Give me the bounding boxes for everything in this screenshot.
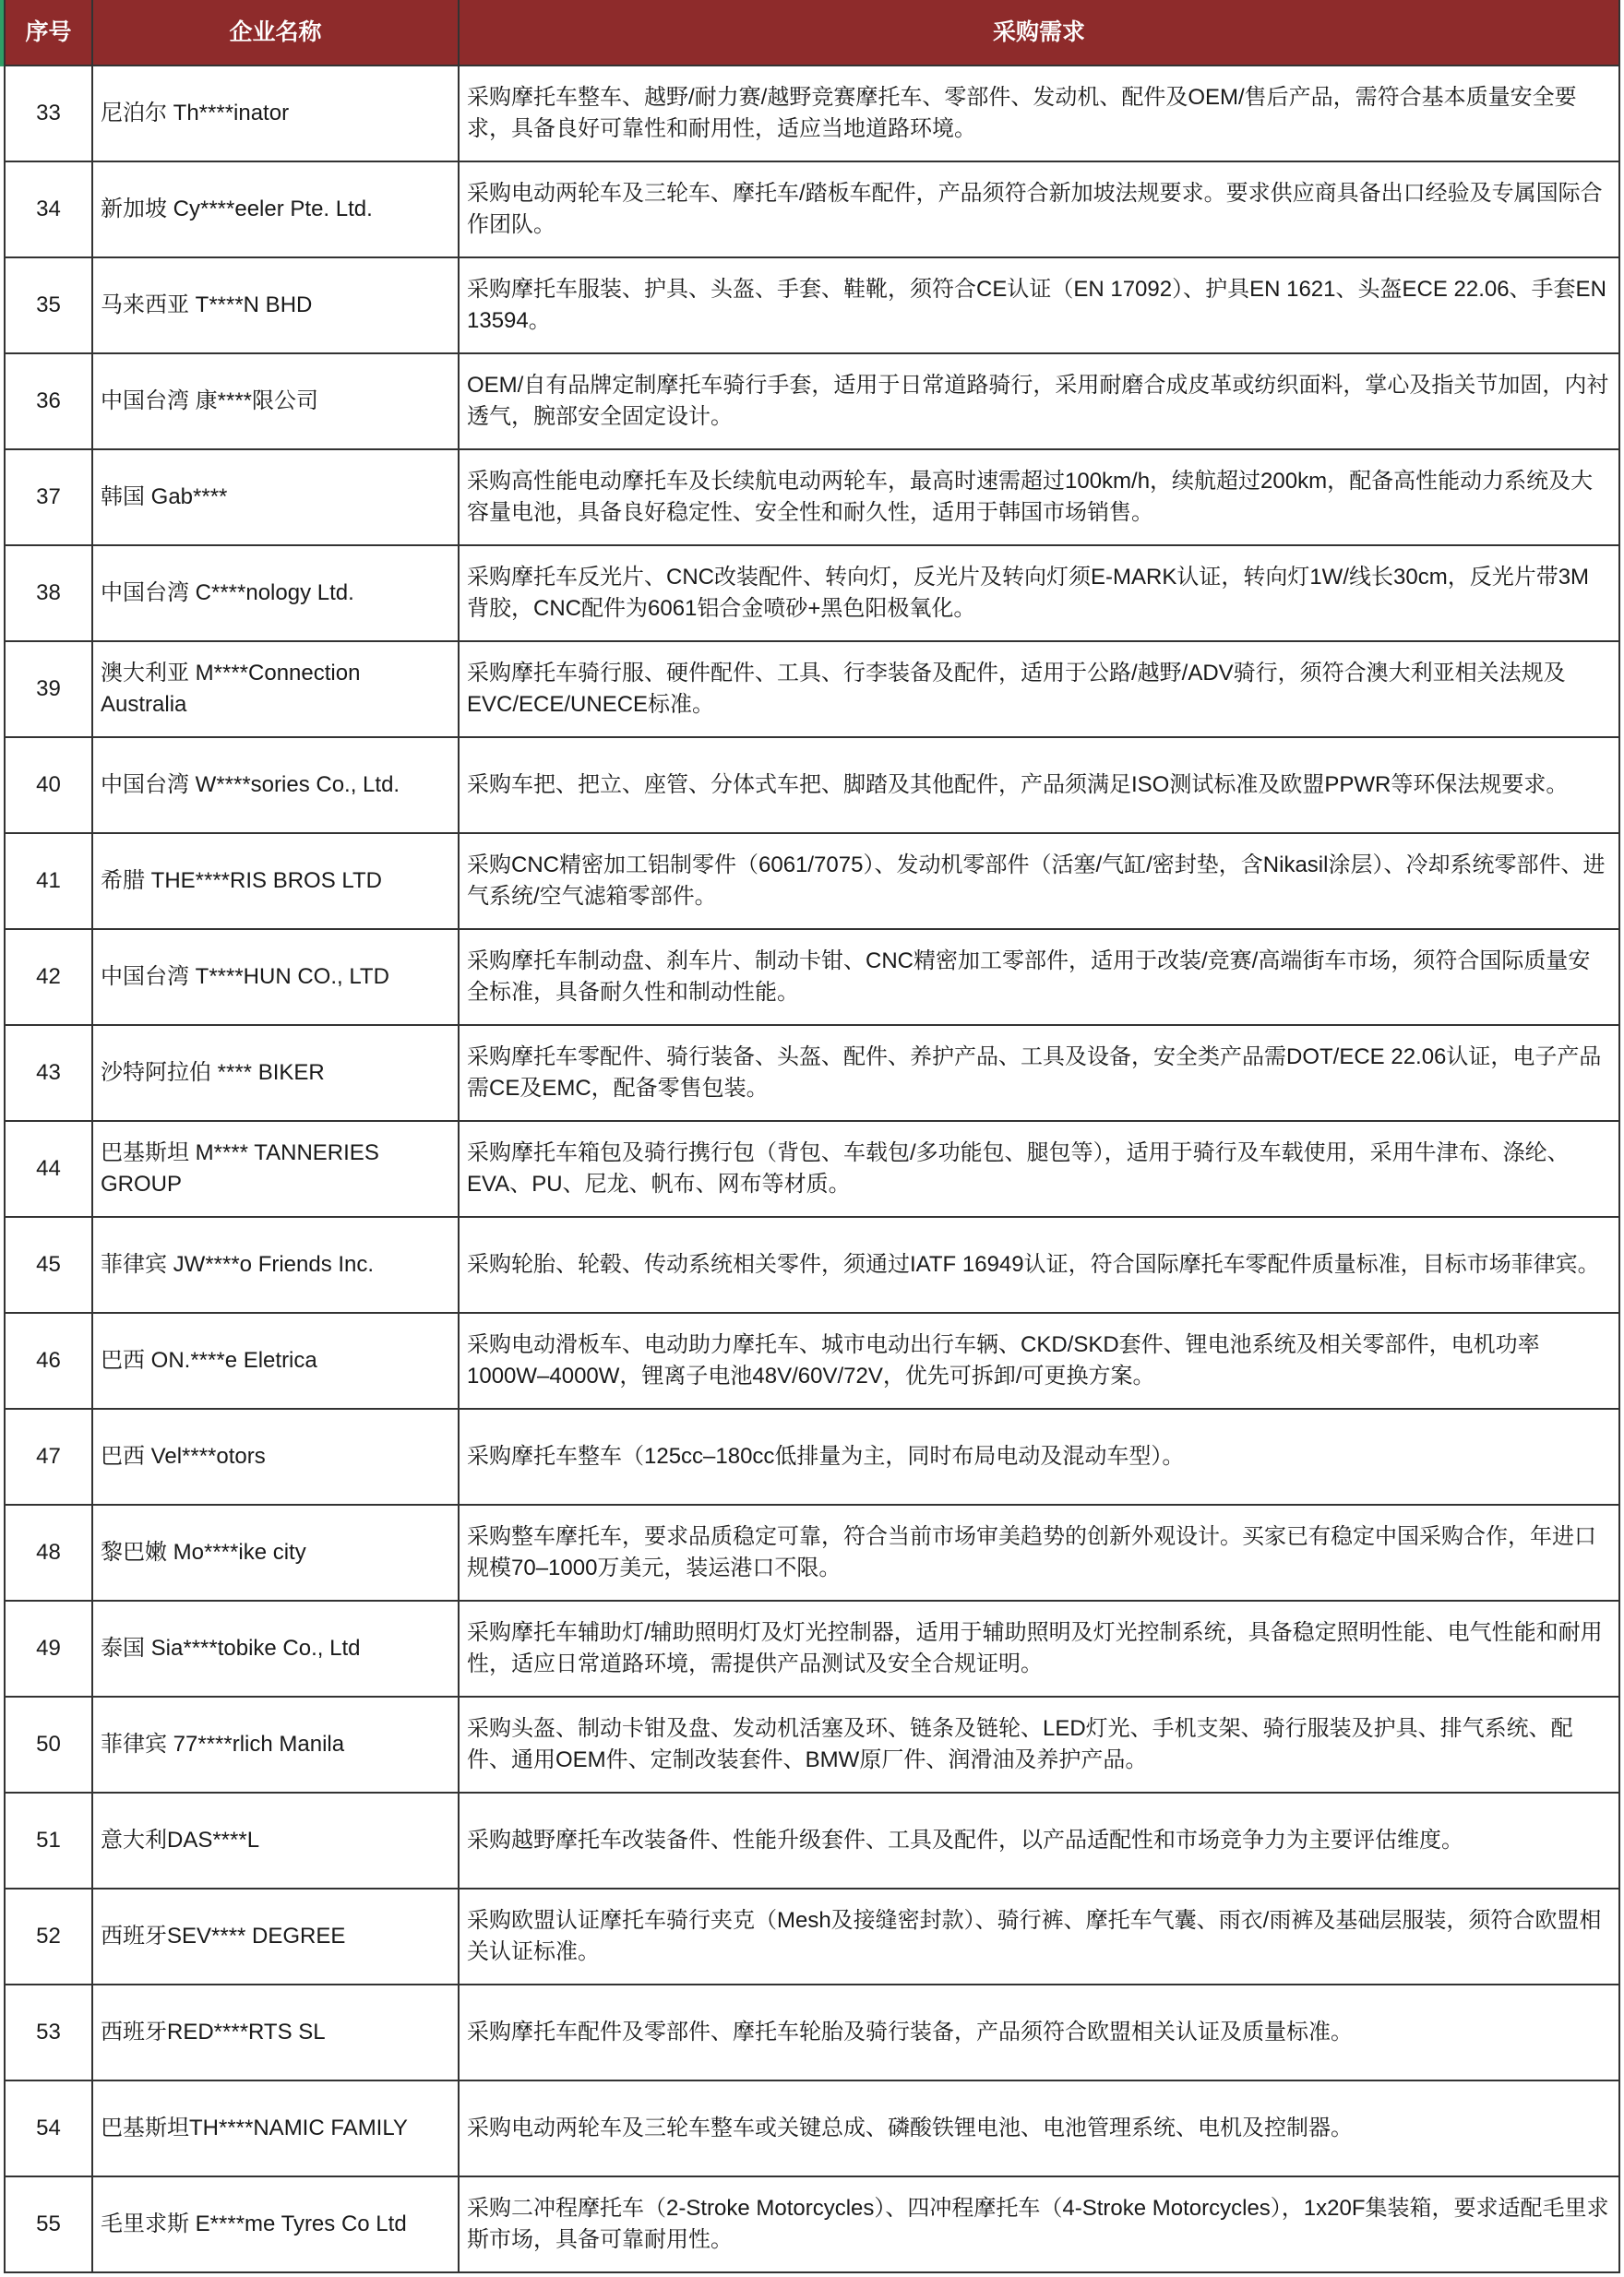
row-number: 37	[36, 484, 61, 509]
row-number-cell	[4, 66, 93, 162]
table-row	[4, 1890, 1620, 1985]
table-header	[4, 0, 1620, 66]
header-cell-index	[4, 0, 93, 66]
row-number: 44	[36, 1156, 61, 1181]
company-name-cell	[93, 258, 460, 354]
row-number-cell	[4, 1794, 93, 1890]
table-row	[4, 1985, 1620, 2081]
procurement-requirement: 采购摩托车反光片、CNC改装配件、转向灯，反光片及转向灯须E-MARK认证，转向灯1W/线长30cm，反光片带3M背胶，CNC配件为6061铝合金喷砂+黑色阳极氧化。	[467, 565, 1590, 621]
procurement-requirement: 采购摩托车服装、护具、头盔、手套、鞋靴，须符合CE认证（EN 17092）、护具EN 1621、头盔ECE 22.06、手套EN 13594。	[467, 277, 1606, 333]
procurement-requirement-cell	[460, 1890, 1620, 1985]
procurement-table	[4, 0, 1620, 2273]
table-row	[4, 1218, 1620, 1314]
table-row	[4, 546, 1620, 642]
table-row	[4, 738, 1620, 834]
procurement-requirement: 采购头盔、制动卡钳及盘、发动机活塞及环、链条及链轮、LED灯光、手机支架、骑行服装及护具、排气系统、配件、通用OEM件、定制改装套件、BMW原厂件、润滑油及养护产品。	[467, 1716, 1573, 1772]
row-number-cell	[4, 738, 93, 834]
table-row	[4, 450, 1620, 546]
row-number-cell	[4, 1314, 93, 1410]
company-name: 希腊 THE****RIS BROS LTD	[101, 868, 382, 893]
company-name: 巴西 ON.****e Eletrica	[101, 1348, 317, 1373]
procurement-requirement: 采购轮胎、轮毂、传动系统相关零件，须通过IATF 16949认证，符合国际摩托车零配件质量标准，目标市场菲律宾。	[467, 1252, 1600, 1277]
company-name-cell	[93, 1890, 460, 1985]
selection-indicator	[0, 0, 4, 66]
row-number: 46	[36, 1348, 61, 1373]
procurement-requirement-cell	[460, 258, 1620, 354]
company-name: 中国台湾 C****nology Ltd.	[101, 580, 354, 605]
header-company-label: 企业名称	[229, 19, 322, 45]
company-name: 巴基斯坦TH****NAMIC FAMILY	[101, 2116, 408, 2140]
procurement-requirement: 采购摩托车整车、越野/耐力赛/越野竞赛摩托车、零部件、发动机、配件及OEM/售后产品，需符合基本质量安全要求，具备良好可靠性和耐用性，适应当地道路环境。	[467, 85, 1577, 141]
row-number: 38	[36, 580, 61, 605]
company-name: 韩国 Gab****	[101, 484, 228, 509]
company-name: 菲律宾 77****rlich Manila	[101, 1732, 345, 1757]
procurement-requirement: 采购二冲程摩托车（2-Stroke Motorcycles）、四冲程摩托车（4-Stroke Motorcycles），1x20F集装箱，要求适配毛里求斯市场，具备可靠耐用性。	[467, 2196, 1609, 2252]
row-number-cell	[4, 930, 93, 1026]
row-number: 53	[36, 2020, 61, 2045]
procurement-requirement-cell	[460, 738, 1620, 834]
row-number-cell	[4, 162, 93, 258]
procurement-requirement: 采购CNC精密加工铝制零件（6061/7075）、发动机零部件（活塞/气缸/密封垫，含Nikasil涂层）、冷却系统零部件、进气系统/空气滤箱零部件。	[467, 852, 1606, 909]
table-row	[4, 1410, 1620, 1506]
procurement-requirement-cell	[460, 1410, 1620, 1506]
row-number-cell	[4, 1985, 93, 2081]
company-name: 泰国 Sia****tobike Co., Ltd	[101, 1636, 361, 1661]
company-name-cell	[93, 1985, 460, 2081]
row-number: 42	[36, 964, 61, 989]
table-row	[4, 258, 1620, 354]
procurement-requirement-cell	[460, 642, 1620, 738]
row-number-cell	[4, 354, 93, 450]
company-name: 沙特阿拉伯 **** BIKER	[101, 1060, 325, 1085]
company-name-cell	[93, 1122, 460, 1218]
table-row	[4, 354, 1620, 450]
procurement-requirement-cell	[460, 834, 1620, 930]
company-name-cell	[93, 1314, 460, 1410]
procurement-requirement: 采购车把、把立、座管、分体式车把、脚踏及其他配件，产品须满足ISO测试标准及欧盟PPWR等环保法规要求。	[467, 772, 1569, 797]
row-number-cell	[4, 546, 93, 642]
table-row	[4, 1602, 1620, 1698]
table-row	[4, 642, 1620, 738]
company-name: 中国台湾 T****HUN CO., LTD	[101, 964, 389, 989]
company-name-cell	[93, 354, 460, 450]
row-number: 39	[36, 676, 61, 701]
procurement-requirement: 采购摩托车整车（125cc–180cc低排量为主，同时布局电动及混动车型）。	[467, 1444, 1185, 1469]
company-name-cell	[93, 834, 460, 930]
procurement-requirement: 采购电动滑板车、电动助力摩托车、城市电动出行车辆、CKD/SKD套件、锂电池系统及相关零部件，电机功率1000W–4000W，锂离子电池48V/60V/72V，优先可拆卸/可更换方案。	[467, 1332, 1540, 1389]
header-requirement-label: 采购需求	[992, 19, 1085, 45]
header-index-label: 序号	[25, 19, 72, 45]
table-row	[4, 1506, 1620, 1602]
row-number: 51	[36, 1828, 61, 1853]
row-number-cell	[4, 2081, 93, 2177]
procurement-requirement: 采购欧盟认证摩托车骑行夹克（Mesh及接缝密封款）、骑行裤、摩托车气囊、雨衣/雨裤及基础层服装，须符合欧盟相关认证标准。	[467, 1908, 1602, 1964]
row-number: 35	[36, 292, 61, 317]
procurement-requirement: 采购摩托车辅助灯/辅助照明灯及灯光控制器，适用于辅助照明及灯光控制系统，具备稳定照明性能、电气性能和耐用性，适应日常道路环境，需提供产品测试及安全合规证明。	[467, 1620, 1603, 1676]
row-number-cell	[4, 1698, 93, 1794]
row-number: 50	[36, 1732, 61, 1757]
row-number-cell	[4, 1890, 93, 1985]
header-cell-company	[93, 0, 460, 66]
row-number: 48	[36, 1540, 61, 1565]
procurement-requirement-cell	[460, 162, 1620, 258]
procurement-requirement: 采购摩托车箱包及骑行携行包（背包、车载包/多功能包、腿包等），适用于骑行及车载使用，采用牛津布、涤纶、EVA、PU、尼龙、帆布、网布等材质。	[467, 1140, 1570, 1197]
row-number: 43	[36, 1060, 61, 1085]
row-number-cell	[4, 258, 93, 354]
row-number-cell	[4, 1602, 93, 1698]
company-name-cell	[93, 930, 460, 1026]
company-name: 西班牙SEV**** DEGREE	[101, 1924, 346, 1949]
procurement-requirement-cell	[460, 2081, 1620, 2177]
procurement-requirement-cell	[460, 1794, 1620, 1890]
row-number-cell	[4, 1218, 93, 1314]
row-number: 34	[36, 197, 61, 221]
table-row	[4, 834, 1620, 930]
table-row	[4, 2177, 1620, 2273]
procurement-requirement: 采购摩托车骑行服、硬件配件、工具、行李装备及配件，适用于公路/越野/ADV骑行，须符合澳大利亚相关法规及EVC/ECE/UNECE标准。	[467, 661, 1566, 717]
company-name: 马来西亚 T****N BHD	[101, 292, 313, 317]
row-number: 55	[36, 2211, 61, 2236]
company-name-cell	[93, 450, 460, 546]
table-row	[4, 1026, 1620, 1122]
row-number: 52	[36, 1924, 61, 1949]
company-name-cell	[93, 1218, 460, 1314]
procurement-requirement-cell	[460, 930, 1620, 1026]
table-row	[4, 1794, 1620, 1890]
row-number-cell	[4, 834, 93, 930]
row-number: 33	[36, 101, 61, 125]
row-number: 36	[36, 388, 61, 413]
procurement-requirement: 采购摩托车零配件、骑行装备、头盔、配件、养护产品、工具及设备，安全类产品需DOT/ECE 22.06认证，电子产品需CE及EMC，配备零售包装。	[467, 1044, 1602, 1101]
row-number: 49	[36, 1636, 61, 1661]
company-name: 菲律宾 JW****o Friends Inc.	[101, 1252, 375, 1277]
row-number-cell	[4, 1122, 93, 1218]
company-name: 新加坡 Cy****eeler Pte. Ltd.	[101, 197, 373, 221]
procurement-requirement: 采购高性能电动摩托车及长续航电动两轮车，最高时速需超过100km/h，续航超过200km，配备高性能动力系统及大容量电池，具备良好稳定性、安全性和耐久性，适用于韩国市场销售。	[467, 469, 1594, 525]
company-name: 黎巴嫩 Mo****ike city	[101, 1540, 306, 1565]
company-name-cell	[93, 642, 460, 738]
company-name-cell	[93, 162, 460, 258]
company-name: 毛里求斯 E****me Tyres Co Ltd	[101, 2211, 407, 2236]
procurement-requirement: 采购越野摩托车改装备件、性能升级套件、工具及配件，以产品适配性和市场竞争力为主要评估维度。	[467, 1828, 1463, 1853]
company-name-cell	[93, 1410, 460, 1506]
procurement-requirement-cell	[460, 66, 1620, 162]
procurement-requirement-cell	[460, 1314, 1620, 1410]
procurement-requirement: 采购电动两轮车及三轮车、摩托车/踏板车配件，产品须符合新加坡法规要求。要求供应商具备出口经验及专属国际合作团队。	[467, 181, 1603, 237]
company-name: 尼泊尔 Th****inator	[101, 101, 290, 125]
procurement-requirement: 采购摩托车制动盘、刹车片、制动卡钳、CNC精密加工零部件，适用于改装/竞赛/高端街车市场，须符合国际质量安全标准，具备耐久性和制动性能。	[467, 948, 1591, 1005]
procurement-requirement-cell	[460, 1985, 1620, 2081]
row-number-cell	[4, 642, 93, 738]
procurement-requirement-cell	[460, 354, 1620, 450]
row-number: 47	[36, 1444, 61, 1469]
header-cell-requirement	[460, 0, 1620, 66]
procurement-requirement-cell	[460, 1506, 1620, 1602]
row-number-cell	[4, 450, 93, 546]
company-name: 中国台湾 W****sories Co., Ltd.	[101, 772, 400, 797]
table-row	[4, 930, 1620, 1026]
company-name: 意大利DAS****L	[101, 1828, 260, 1853]
row-number-cell	[4, 1410, 93, 1506]
row-number: 54	[36, 2116, 61, 2140]
company-name-cell	[93, 1602, 460, 1698]
row-number: 41	[36, 868, 61, 893]
row-number-cell	[4, 1026, 93, 1122]
table-row	[4, 1314, 1620, 1410]
company-name: 巴西 Vel****otors	[101, 1444, 266, 1469]
row-number: 40	[36, 772, 61, 797]
row-number: 45	[36, 1252, 61, 1277]
procurement-requirement-cell	[460, 1026, 1620, 1122]
table-row	[4, 2081, 1620, 2177]
company-name-cell	[93, 1026, 460, 1122]
procurement-requirement-cell	[460, 2177, 1620, 2273]
procurement-requirement: 采购整车摩托车，要求品质稳定可靠，符合当前市场审美趋势的创新外观设计。买家已有稳定中国采购合作，年进口规模70–1000万美元，装运港口不限。	[467, 1524, 1596, 1580]
company-name: 巴基斯坦 M**** TANNERIES GROUP	[101, 1140, 379, 1197]
procurement-requirement-cell	[460, 1602, 1620, 1698]
company-name-cell	[93, 1506, 460, 1602]
company-name-cell	[93, 738, 460, 834]
company-name-cell	[93, 2081, 460, 2177]
procurement-requirement: 采购电动两轮车及三轮车整车或关键总成、磷酸铁锂电池、电池管理系统、电机及控制器。	[467, 2116, 1353, 2140]
procurement-requirement: 采购摩托车配件及零部件、摩托车轮胎及骑行装备，产品须符合欧盟相关认证及质量标准。	[467, 2020, 1353, 2045]
company-name: 澳大利亚 M****Connection Australia	[101, 661, 361, 717]
table-row	[4, 1122, 1620, 1218]
company-name-cell	[93, 2177, 460, 2273]
table-row	[4, 162, 1620, 258]
company-name-cell	[93, 546, 460, 642]
company-name-cell	[93, 1794, 460, 1890]
company-name: 西班牙RED****RTS SL	[101, 2020, 326, 2045]
table-row	[4, 66, 1620, 162]
procurement-requirement: OEM/自有品牌定制摩托车骑行手套，适用于日常道路骑行，采用耐磨合成皮革或纺织面料，掌心及指关节加固，内衬透气，腕部安全固定设计。	[467, 373, 1609, 429]
row-number-cell	[4, 2177, 93, 2273]
company-name-cell	[93, 66, 460, 162]
procurement-requirement-cell	[460, 450, 1620, 546]
table-row	[4, 1698, 1620, 1794]
procurement-requirement-cell	[460, 1698, 1620, 1794]
row-number-cell	[4, 1506, 93, 1602]
procurement-requirement-cell	[460, 1122, 1620, 1218]
procurement-requirement-cell	[460, 546, 1620, 642]
procurement-requirement-cell	[460, 1218, 1620, 1314]
company-name: 中国台湾 康****限公司	[101, 388, 319, 413]
company-name-cell	[93, 1698, 460, 1794]
